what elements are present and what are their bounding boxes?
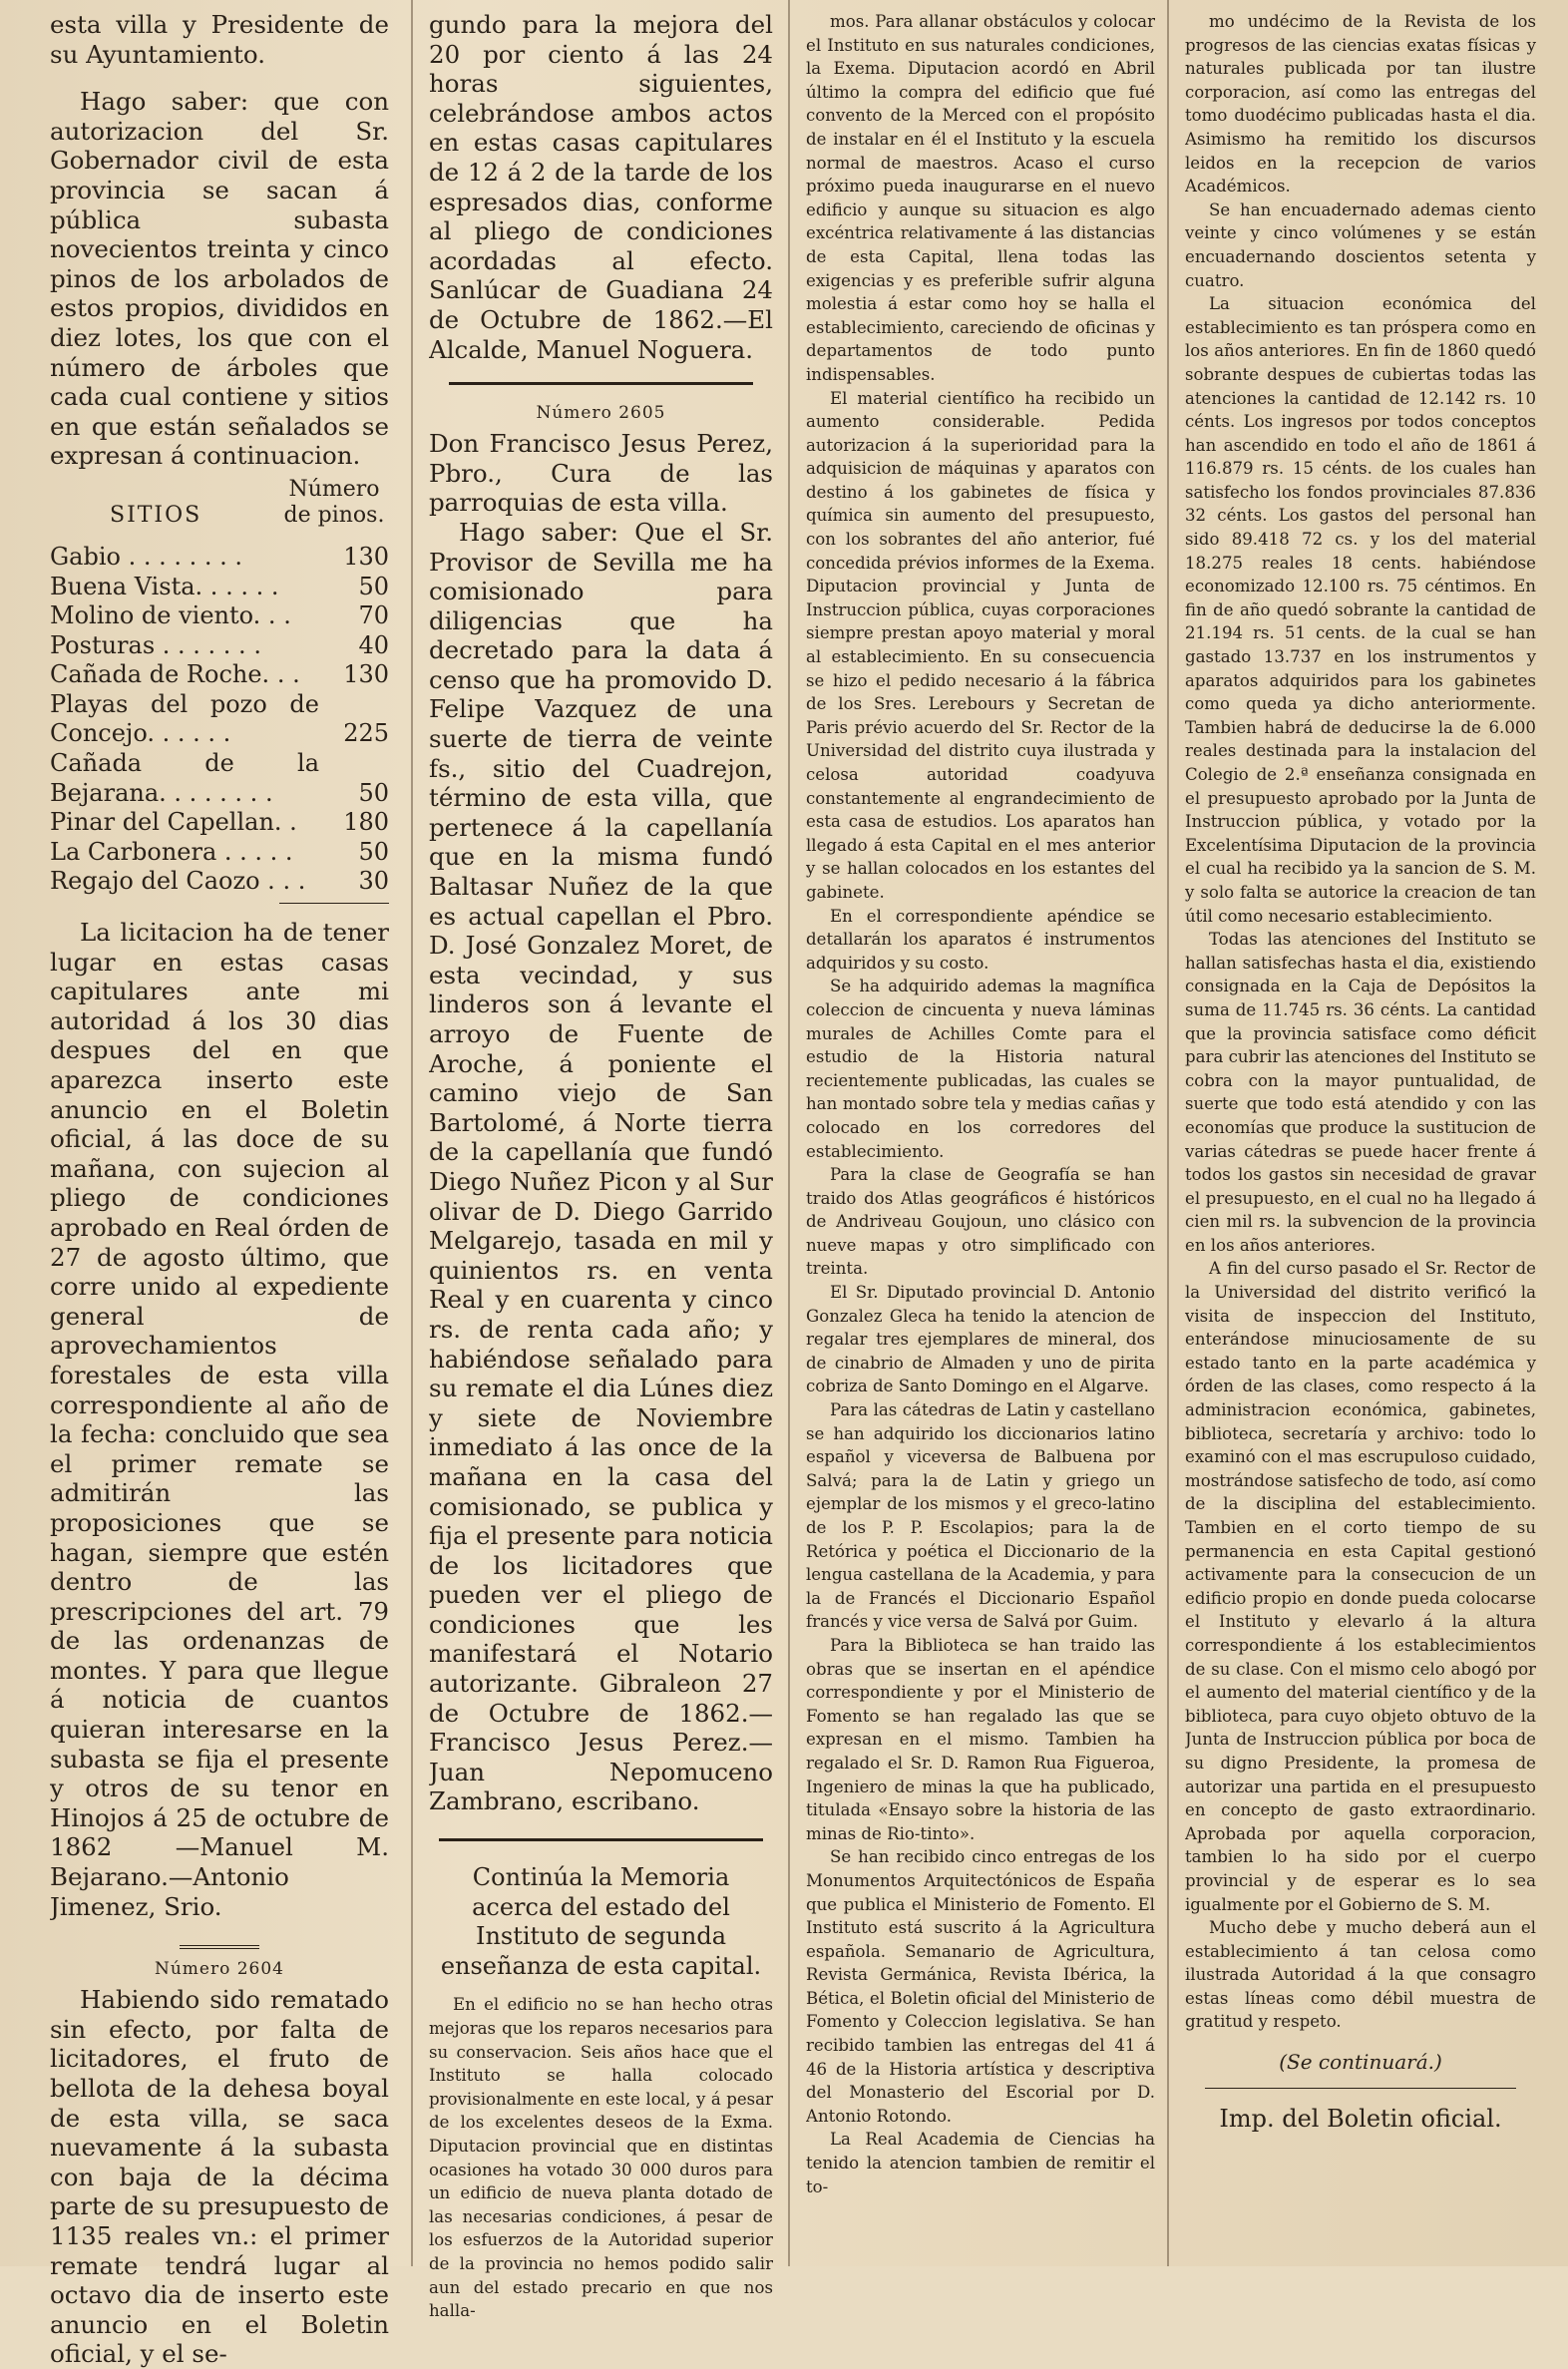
notice-number: Número 2604 xyxy=(154,1959,285,1980)
pine-count: 40 xyxy=(358,630,389,659)
paragraph: La situacion económica del establecimiento es tan próspera como en los años anteriores. En fin de 1860 quedó sobrante despues de cubiertas todas las atenciones la cantidad de 12.142 rs. 10 cénts. Los ingresos por todos conceptos han ascendido en todo el año de 1861 á 116.879 rs. 15 cénts. de los cuales han satisfecho los fondos provinciales 87.836 32 cénts. Los gastos del personal han sido 89.418 72 cs. y los del material 18.275 reales 18 cents. habiéndose economizado 12.100 rs. 75 céntimos. En fin de año quedó sobrante la cantidad de 21.194 rs. 51 cents. de la cual se han gastado 13.737 en los instrumentos y aparatos adquiridos para los gabinetes como queda ya dicho anteriormente. Tambien habrá de deducirse la de 6.000 reales destinada para la instalacion del Colegio de 2.ª enseñanza consignada en el presupuesto aprobado por la Junta de Instruccion pública, y votado por la Excelentísima Diputacion de la provincia el cual ha recibido ya la sancion de S. M. y solo falta se autorice la creacion de tan útil como necesario establecimiento. xyxy=(1185,294,1536,926)
column-rule xyxy=(1167,0,1169,2266)
site-name: Posturas . . . . . . . xyxy=(50,630,261,659)
pine-count: 225 xyxy=(343,719,389,748)
table-row xyxy=(50,573,389,602)
site-name: Playas del pozo de Concejo. . . . . . xyxy=(50,689,319,748)
paragraph: A fin del curso pasado el Sr. Rector de la Universidad del distrito verificó la visita de inspeccion del Instituto, enterándose minuciosamente de su estado tanto en la parte académica y órden de las clases, como respecto á la administracion económica, gabinetes, biblioteca, secretaría y archivo: todo lo examinó con el mas escrupuloso cuidado, mostrándose satisfecho de todo, así como de la disciplina del establecimiento. Tambien en el corto tiempo de su permanencia en esta Capital gestionó activamente para la consecucion de un edificio propio en donde pueda colocarse el Instituto y elevarlo á la altura correspondiente á los establecimientos de su clase. Con el mismo celo abogó por el aumento del material científico y de la biblioteca, para cuyo objeto obtuvo de la Junta de Instruccion pública por boca de su digno Presidente, la promesa de autorizar una partida en el presupuesto en concepto de gasto extraordinario. Aprobada por aquella corporacion, tambien lo ha sido por el cuerpo provincial y de esperar es lo sea igualmente por el Gobierno de S. M. xyxy=(1185,1259,1536,1914)
paragraph: Se ha adquirido ademas la magnífica coleccion de cincuenta y nueva láminas murales de Achilles Comte para el estudio de la Historia natural recientemente publicadas, las cuales se han montado sobre tela y medias cañas y colocado en los corredores del establecimiento. xyxy=(806,977,1155,1161)
column-2 xyxy=(429,10,773,2323)
sitios-table-header xyxy=(50,477,389,529)
column-rule xyxy=(411,0,413,2266)
notice-heading: Don Francisco Jesus Perez, Pbro., Cura de las parroquias de esta villa. xyxy=(429,429,773,518)
site-name: Buena Vista. . . . . . xyxy=(50,572,279,600)
divider xyxy=(1205,2088,1516,2089)
pine-count: 130 xyxy=(343,542,389,571)
paragraph: Para las cátedras de Latin y castellano se han adquirido los diccionarios latino español y viceversa de Balbuena por Salvá; para la de Latin y griego un ejemplar de los mismos y el greco-latino de los P. P. Escolapios; para la de Retórica y poética el Diccionario de la lengua castellana de la Academia, y para la de Francés el Diccionario Español francés y vice versa de Salvá por Guim. xyxy=(806,1400,1155,1632)
paragraph: En el correspondiente apéndice se detallarán los aparatos é instrumentos adquiridos y su costo. xyxy=(806,906,1155,973)
paragraph: Para la clase de Geografía se han traido dos Atlas geográficos é históricos de Andriveau Goujoun, uno clásico con nueve mapas y otro simplificado con treinta. xyxy=(806,1165,1155,1279)
paragraph: Habiendo sido rematado sin efecto, por falta de licitadores, el fruto de bellota de la dehesa boyal de esta villa, se saca nuevamente á la subasta con baja de la décima parte de su presupuesto de 1135 reales vn.: el primer remate tendrá lugar al octavo dia de inserto este anuncio en el Boletin oficial, y el se- xyxy=(50,1985,389,2369)
paragraph: mos. Para allanar obstáculos y colocar el Instituto en sus naturales condiciones, la Exema. Diputacion acordó en Abril último la compra del edificio que fué convento de la Merced con el propósito de instalar en él el Instituto y la escuela normal de maestros. Acaso el curso próximo pueda inaugurarse en el nuevo edificio y aunque su situacion es algo excéntrica relativamente á las distancias de esta Capital, llena todas las exigencias y es preferible sufrir alguna molestia á estar como hoy se halla el establecimiento, careciendo de oficinas y departamentos de todo punto indispensables. xyxy=(806,12,1155,384)
sitios-header-label: SITIOS xyxy=(110,502,202,528)
paragraph: esta villa y Presidente de su Ayuntamiento. xyxy=(50,10,389,69)
pine-count: 50 xyxy=(358,572,389,600)
divider xyxy=(180,1948,259,1949)
site-name: Gabio . . . . . . . . xyxy=(50,542,243,571)
column-3 xyxy=(806,10,1155,2198)
table-row xyxy=(50,749,389,808)
pine-count: 50 xyxy=(358,837,389,866)
paragraph: La Real Academia de Ciencias ha tenido la atencion tambien de remitir el to- xyxy=(806,2130,1155,2196)
paragraph: mo undécimo de la Revista de los progresos de las ciencias exatas físicas y naturales publicada por tan ilustre corporacion, así como las entregas del tomo duodécimo publicadas hasta el dia. Asimismo ha remitido los discursos leidos en la recepcion de varios Académicos. xyxy=(1185,12,1536,197)
site-name: Cañada de Roche. . . xyxy=(50,660,300,689)
pine-count: 130 xyxy=(343,660,389,689)
divider xyxy=(180,1945,259,1946)
paragraph: Hago saber: Que el Sr. Provisor de Sevilla me ha comisionado para diligencias que ha decretado para la data á censo que ha promovido D. Felipe Vazquez de una suerte de tierra de veinte fs., sitio del Cuadrejon, término de esta villa, que pertenece á la capellanía que en la misma fundó Baltasar Nuñez de la que es actual capellan el Pbro. D. José Gonzalez Moret, de esta vecindad, y sus linderos son á levante el arroyo de Fuente de Aroche, á poniente el camino viejo de San Bartolomé, á Norte tierra de la capellanía que fundó Diego Nuñez Picon y al Sur olivar de D. Diego Garrido Melgarejo, tasada en mil y quinientos rs. en venta Real y en cuarenta y cinco rs. de renta cada año; y habiéndose señalado para su remate el dia Lúnes diez y siete de Noviembre inmediato á las once de la mañana en la casa del comisionado, se publica y fija el presente para noticia de los licitadores que pueden ver el pliego de condiciones que les manifestará el Notario autorizante. Gibraleon 27 de Octubre de 1862.—Francisco Jesus Perez.—Juan Nepomuceno Zambrano, escribano. xyxy=(429,517,773,1816)
table-row xyxy=(50,838,389,868)
site-name: Cañada de la Bejarana. . . . . . . . xyxy=(50,749,319,807)
paragraph: Hago saber: que con autorizacion del Sr. Gobernador civil de esta provincia se sacan á pública subasta novecientos treinta y cinco pinos de los arbolados de estos propios, divididos en diez lotes, los que con el número de árboles que cada cual contiene y sitios en que están señalados se expresan á continuacion. xyxy=(50,87,389,471)
paragraph: La licitacion ha de tener lugar en estas casas capitulares ante mi autoridad á los 30 dias despues del en que aparezca inserto este anuncio en el Boletin oficial, á las doce de su mañana, con sujecion al pliego de condiciones aprobado en Real órden de 27 de agosto último, que corre unido al expediente general de aprovechamientos forestales de esta villa correspondiente al año de la fecha: concluido que sea el primer remate se admitirán las proposiciones que se hagan, siempre que estén dentro de las prescripciones del art. 79 de las ordenanzas de montes. Y para que llegue á noticia de cuantos quieran interesarse en la subasta se fija el presente y otros de su tenor en Hinojos á 25 de octubre de 1862 —Manuel M. Bejarano.—Antonio Jimenez, Srio. xyxy=(50,918,389,1921)
paragraph: gundo para la mejora del 20 por ciento á las 24 horas siguientes, celebrándose ambos actos en estas casas capitulares de 12 á 2 de la tarde de los espresados dias, conforme al pliego de condiciones acordadas al efecto. Sanlúcar de Guadiana 24 de Octubre de 1862.—El Alcalde, Manuel Noguera. xyxy=(429,10,773,364)
continued-note: (Se continuará.) xyxy=(1279,2050,1442,2075)
table-row xyxy=(50,808,389,838)
paragraph: Se han recibido cinco entregas de los Monumentos Arquitectónicos de España que publica el Ministerio de Fomento. El Instituto está suscrito á la Agricultura española. Semanario de Agricultura, Revista Germánica, Revista Ibérica, la Bética, el Boletin oficial del Ministerio de Fomento y Coleccion legislativa. Se han recibido tambien las entregas del 41 á 46 de la Historia artística y descriptiva del Monasterio del Escorial por D. Antonio Rotondo. xyxy=(806,1847,1155,2126)
paragraph: El Sr. Diputado provincial D. Antonio Gonzalez Gleca ha tenido la atencion de regalar tres ejemplares de mineral, dos de cinabrio de Almaden y uno de pirita cobriza de Santo Domingo en el Algarve. xyxy=(806,1283,1155,1396)
paragraph: Mucho debe y mucho deberá aun el establecimiento á tan celosa como ilustrada Autoridad á la que consagro estas líneas como débil muestra de gratitud y respeto. xyxy=(1185,1918,1536,2032)
table-row xyxy=(50,867,389,897)
site-name: Molino de viento. . . xyxy=(50,601,291,630)
section-heading: Continúa la Memoria acerca del estado del Instituto de segunda enseñanza de esta capital. xyxy=(440,1863,762,1980)
notice-number: Número 2605 xyxy=(536,403,666,424)
pine-count: 50 xyxy=(358,778,389,807)
site-name: Regajo del Caozo . . . xyxy=(50,867,306,896)
sitios-table xyxy=(50,543,389,897)
column-rule xyxy=(788,0,790,2266)
pine-count: 30 xyxy=(358,867,389,896)
pine-count: 70 xyxy=(358,601,389,630)
paragraph: Todas las atenciones del Instituto se hallan satisfechas hasta el dia, existiendo consignada en la Caja de Depósitos la suma de 11.745 rs. 36 cénts. La cantidad que la provincia satisface como déficit para cubrir las atenciones del Instituto se cobra con la mayor puntualidad, de suerte que todo está atendido y con las economías que produce la sustitucion de varias cátedras se puede hacer frente á todos los gastos sin necesidad de gravar el presupuesto, en el cual no ha llegado á cien mil rs. la subvencion de la provincia en los años anteriores. xyxy=(1185,930,1536,1255)
printer-imprint: Imp. del Boletin oficial. xyxy=(1219,2105,1502,2134)
paragraph: Se han encuadernado ademas ciento veinte y cinco volúmenes y se están encuadernando doscientos setenta y cuatro. xyxy=(1185,199,1536,290)
column-1 xyxy=(50,10,389,2369)
divider xyxy=(439,1838,763,1841)
table-row xyxy=(50,690,389,749)
pinos-header-label: Número de pinos. xyxy=(283,476,385,528)
paragraph: Para la Biblioteca se han traido las obras que se insertan en el apéndice correspondiente y por el Ministerio de Fomento se han regalado las que se expresan en el mismo. Tambien ha regalado el Sr. D. Ramon Rua Figueroa, Ingeniero de minas la que ha publicado, titulada «Ensayo sobre la historia de las minas de Rio-tinto». xyxy=(806,1635,1155,1843)
paragraph: En el edificio no se han hecho otras mejoras que los reparos necesarios para su conservacion. Seis años hace que el Instituto se halla colocado provisionalmente en este local, y á pesar de los excelentes deseos de la Exma. Diputacion provincial que en distintas ocasiones ha votado 30 000 duros para un edificio de nueva planta dotado de las necesarias condiciones, á pesar de los esfuerzos de la Autoridad superior de la provincia no hemos podido salir aun del estado precario en que nos halla- xyxy=(429,1995,773,2321)
table-row xyxy=(50,543,389,573)
site-name: Pinar del Capellan. . xyxy=(50,808,297,837)
table-row xyxy=(50,601,389,631)
divider xyxy=(279,903,389,904)
divider xyxy=(449,382,753,385)
pine-count: 180 xyxy=(343,808,389,837)
table-row xyxy=(50,660,389,690)
paragraph: El material científico ha recibido un aumento considerable. Pedida autorizacion á la superioridad para la adquisicion de máquinas y aparatos con destino á los gabinetes de física y química sin aumento del presupuesto, con los sobrantes del año anterior, fué concedida prévios informes de la Exema. Diputacion provincial y Junta de Instruccion pública, cuyas corporaciones siempre prestan apoyo material y moral al establecimiento. En su consecuencia se hizo el pedido necesario á la fábrica de los Sres. Lerebours y Secretan de Paris prévio acuerdo del Sr. Rector de la Universidad del distrito cuya ilustrada y celosa autoridad coadyuva constantemente al engrandecimiento de esta casa de estudios. Los aparatos han llegado á esta Capital en el mes anterior y se hallan colocados en los estantes del gabinete. xyxy=(806,388,1155,902)
column-4 xyxy=(1185,10,1536,2133)
site-name: La Carbonera . . . . . xyxy=(50,837,293,866)
table-row xyxy=(50,631,389,661)
